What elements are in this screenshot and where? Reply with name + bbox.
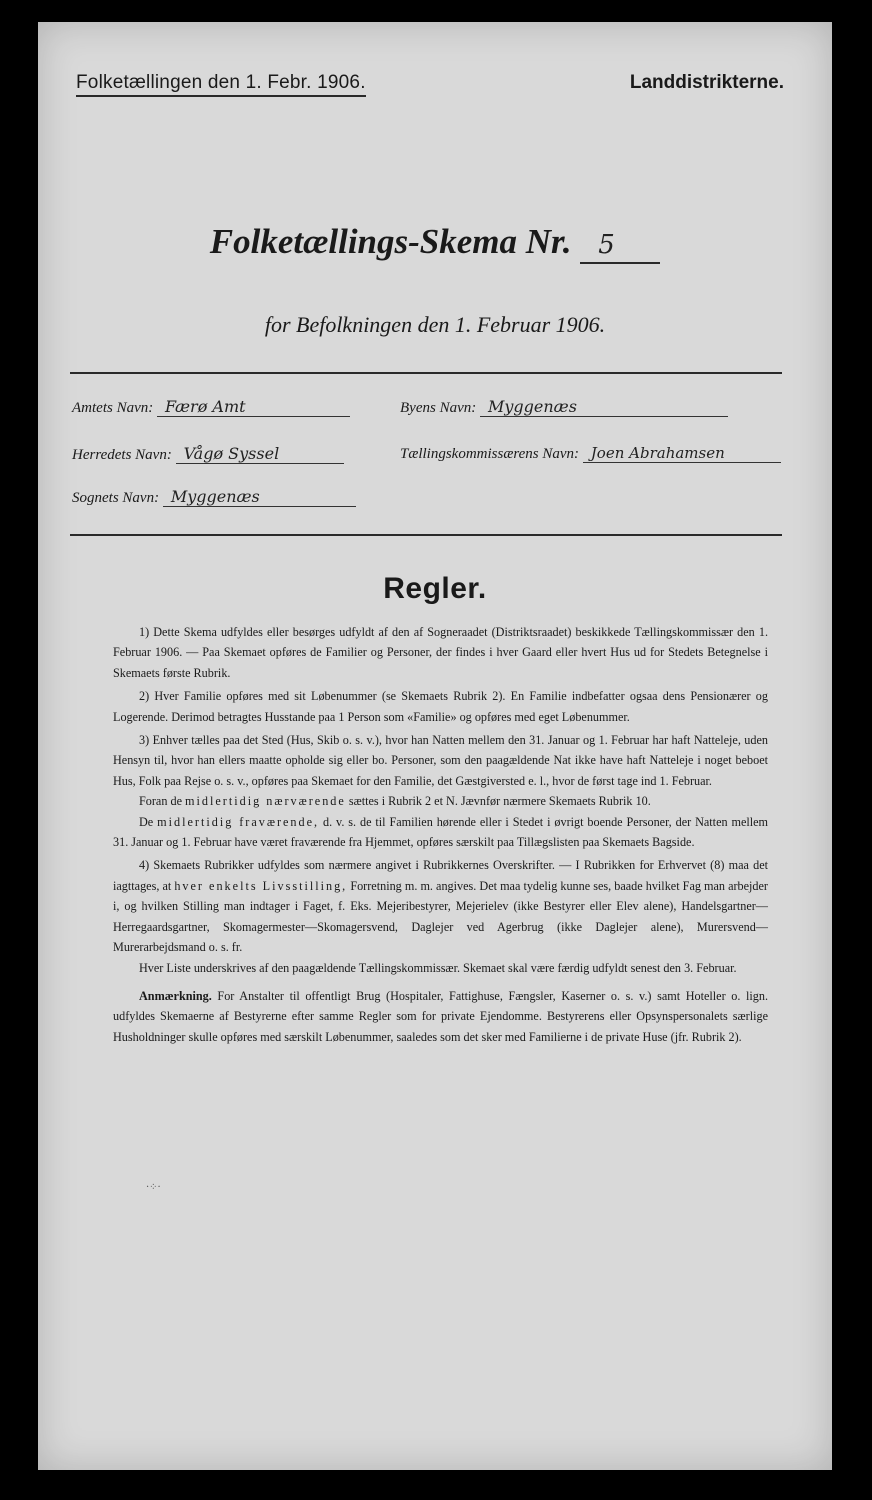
- rules-heading: Regler.: [383, 572, 487, 605]
- form-number: 5: [598, 230, 615, 260]
- amt-value: Færø Amt: [157, 397, 350, 417]
- kommissaer-value: Joen Abrahamsen: [583, 444, 781, 463]
- rule-2: 2) Hver Familie opføres med sit Løbenummer (se Skemaets Rubrik 2). En Familie indbefatter ogsaa dens Pensionærer og Logerende. Derimod betragtes Husstande paa 1 Person som «Familie» og opføres med eget Løbenummer.: [113, 689, 768, 724]
- form-title-text: Folketællings-Skema Nr.: [209, 222, 572, 261]
- sogn-label: Sognets Navn:: [72, 490, 160, 506]
- amt-field: [72, 397, 350, 417]
- herred-label: Herredets Navn:: [72, 447, 172, 463]
- rule-3b-post: sættes i Rubrik 2 et N. Jævnfør nærmere Skemaets Rubrik 10.: [348, 794, 651, 809]
- annotation-text: For Anstalter til offentligt Brug (Hospitaler, Fattighuse, Fængsler, Kaserner o. s. v.) samt Hoteller o. lign. udfyldes Skemaerne af Bestyrerne efter samme Regler som for private Ejendomme. Bestyrerens eller Opsynspersonalets særlige Husholdninger skulle opføres med særskilt Løbenummer, saaledes som det sker med Familierne i de private Huse (jfr. Rubrik 2).: [113, 988, 768, 1044]
- rule-3b-spaced: midlertidig nærværende: [185, 794, 346, 809]
- rule-1: 1) Dette Skema udfyldes eller besørges udfyldt af den af Sogneraadet (Distriktsraadet) beskikkede Tællingskommissær den 1. Februar 1906. — Paa Skemaet opføres de Familier og Personer, der findes i hver Gaard eller hvert Hus ud for Stedets Betegnelse i Skemaets første Rubrik.: [113, 625, 768, 680]
- rule-3-fraværende: [113, 812, 768, 853]
- sogn-field: [72, 487, 356, 507]
- form-subtitle: for Befolkningen den 1. Februar 1906.: [264, 312, 606, 337]
- rule-4-signature: Hver Liste underskrives af den paagældende Tællingskommissær. Skemaet skal være færdig udfyldt senest den 3. Februar.: [139, 960, 737, 975]
- by-value: Myggenæs: [480, 397, 728, 417]
- rule-4-pre: 4) Skemaets Rubrikker udfyldes som nærmere angivet i Rubrikkernes Overskrifter. — I Rubrikken for Erhvervet (8) maa det iagttages, at: [113, 858, 768, 893]
- bottom-divider: [70, 534, 782, 536]
- census-form-sheet: [38, 22, 832, 1470]
- by-field: [400, 397, 728, 417]
- sogn-value: Myggenæs: [163, 487, 356, 507]
- rule-3: 3) Enhver tælles paa det Sted (Hus, Skib o. s. v.), hvor han Natten mellem den 31. Januar og 1. Februar har haft Natteleje, uden Hensyn til, hvor han ellers maatte opholde sig eller bo. Personer, som den paagældende Nat ikke have haft Natteleje i noget beboet Hus, Folk paa Rejse o. s. v., opføres paa Skemaet for den Familie, det Gæstgiversted e. l., hvor de først tage ind 1. Februar.: [113, 733, 768, 788]
- annotation-label: Anmærkning.: [139, 988, 212, 1003]
- rule-3b-pre: Foran de: [139, 794, 182, 809]
- rule-3c-post: d. v. s. de til Familien hørende eller i Stedet i øvrigt boende Personer, der Natten mellem 31. Januar og 1. Februar have været fraværende fra Hjemmet, opføres særskilt paa Tillægslisten paa Skemaets Bagside.: [113, 814, 769, 850]
- rules-body: [113, 622, 768, 1050]
- rule-4: [113, 855, 768, 957]
- rule-3c-spaced: midlertidig fraværende,: [157, 814, 320, 829]
- ink-smudge: ·⁘·: [146, 1182, 161, 1193]
- rule-3-nærværende: [113, 791, 768, 811]
- kommissaer-field: [400, 444, 781, 463]
- herred-value: Vågø Syssel: [176, 444, 344, 464]
- by-label: Byens Navn:: [400, 400, 477, 416]
- top-divider: [70, 372, 782, 374]
- rule-4-spaced: hver enkelts Livsstilling,: [174, 878, 348, 893]
- herred-field: [72, 444, 344, 464]
- rule-3c-pre: De: [139, 814, 154, 829]
- amt-label: Amtets Navn:: [72, 400, 154, 416]
- census-header-left: Folketællingen den 1. Febr. 1906.: [76, 72, 366, 97]
- rule-4-post: Forretning m. m. angives. Det maa tydelig kunne ses, baade hvilket Fag man arbejder i, og hvilken Stilling man indtager i Faget, f. Eks. Mejeribestyrer, Mejerielev (ikke Bestyrer eller Elev alene), Handelsgartner—Herregaardsgartner, Skomagermester—Skomagersvend, Daglejer ved Agerbrug (ikke Daglejer alene), Murersvend—Murerarbejdsmand o. s. fr.: [113, 878, 768, 955]
- kommissaer-label: Tællingskommissærens Navn:: [400, 446, 580, 462]
- form-number-line: [580, 222, 660, 264]
- annotation-note: [113, 986, 768, 1047]
- district-type-header: Landdistrikterne.: [629, 72, 784, 93]
- form-title: [38, 222, 832, 264]
